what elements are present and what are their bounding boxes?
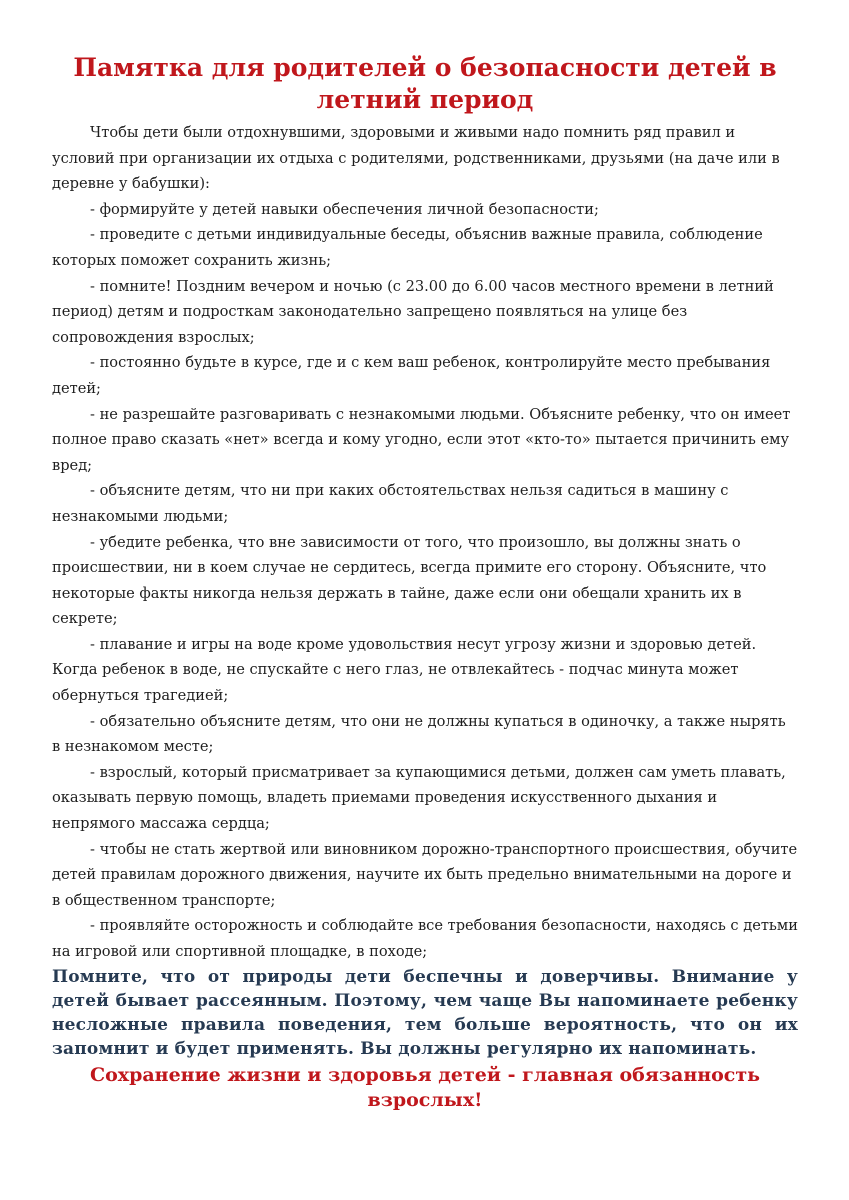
rule-item: - обязательно объясните детям, что они не должны купаться в одиночку, а также нырять в незнакомом месте; [52, 712, 786, 756]
rule-item: - постоянно будьте в курсе, где и с кем ваш ребенок, контролируйте место пребывания детей; [52, 354, 771, 397]
rule-item: - проведите с детьми индивидуальные беседы, объяснив важные правила, соблюдение которых поможет сохранить жизнь; [52, 226, 763, 269]
rule-item: - плавание и игры на воде кроме удовольствия несут угрозу жизни и здоровью детей. Когда ребенок в воде, не спускайте с него глаз, не отвлекайтесь - подчас минута может обернуться трагедией; [52, 635, 757, 705]
rule-item: - убедите ребенка, что вне зависимости от того, что произошло, вы должны знать о происшествии, ни в коем случае не сердитесь, всегда примите его сторону. Объясните, что некоторые факты никогда нельзя держать в тайне, даже если они обещали хранить их в секрете; [52, 533, 767, 628]
closing-note: Помните, что от природы дети беспечны и доверчивы. Внимание у детей бывает рассеянным. Поэтому, чем чаще Вы напоминаете ребенку несложные правила поведения, тем больше вероятность, что он их запомнит и будет применять. Вы должны регулярно их напоминать. [52, 966, 798, 1059]
document-page [52, 52, 798, 1113]
intro-paragraph: Чтобы дети были отдохнувшими, здоровыми и живыми надо помнить ряд правил и условий при организации их отдыха с родителями, родственниками, друзьями (на даче или в деревне у бабушки): [52, 124, 780, 193]
rule-item: - чтобы не стать жертвой или виновником дорожно-транспортного происшествия, обучите детей правилам дорожного движения, научите их быть предельно внимательными на дороге и в общественном транспорте; [52, 840, 798, 909]
final-slogan: Сохранение жизни и здоровья детей - главная обязанность взрослых! [89, 1063, 761, 1111]
rule-item: - объясните детям, что ни при каких обстоятельствах нельзя садиться в машину с незнакомыми людьми; [52, 482, 729, 525]
rule-item: - не разрешайте разговаривать с незнакомыми людьми. Объясните ребенку, что он имеет полное право сказать «нет» всегда и кому угодно, если этот «кто-то» пытается причинить ему вред; [52, 405, 791, 474]
rule-item: - помните! Поздним вечером и ночью (с 23.00 до 6.00 часов местного времени в летний период) детям и подросткам законодательно запрещено появляться на улице без сопровождения взрослых; [52, 277, 774, 346]
rule-item: - проявляйте осторожность и соблюдайте все требования безопасности, находясь с детьми на игровой или спортивной площадке, в походе; [52, 917, 798, 960]
rule-item: - формируйте у детей навыки обеспечения личной безопасности; [90, 200, 599, 218]
body-text [52, 120, 798, 965]
page-title: Памятка для родителей о безопасности детей в летний период [73, 53, 777, 114]
rule-item: - взрослый, который присматривает за купающимися детьми, должен сам уметь плавать, оказывать первую помощь, владеть приемами проведения искусственного дыхания и непрямого массажа сердца; [52, 763, 786, 833]
